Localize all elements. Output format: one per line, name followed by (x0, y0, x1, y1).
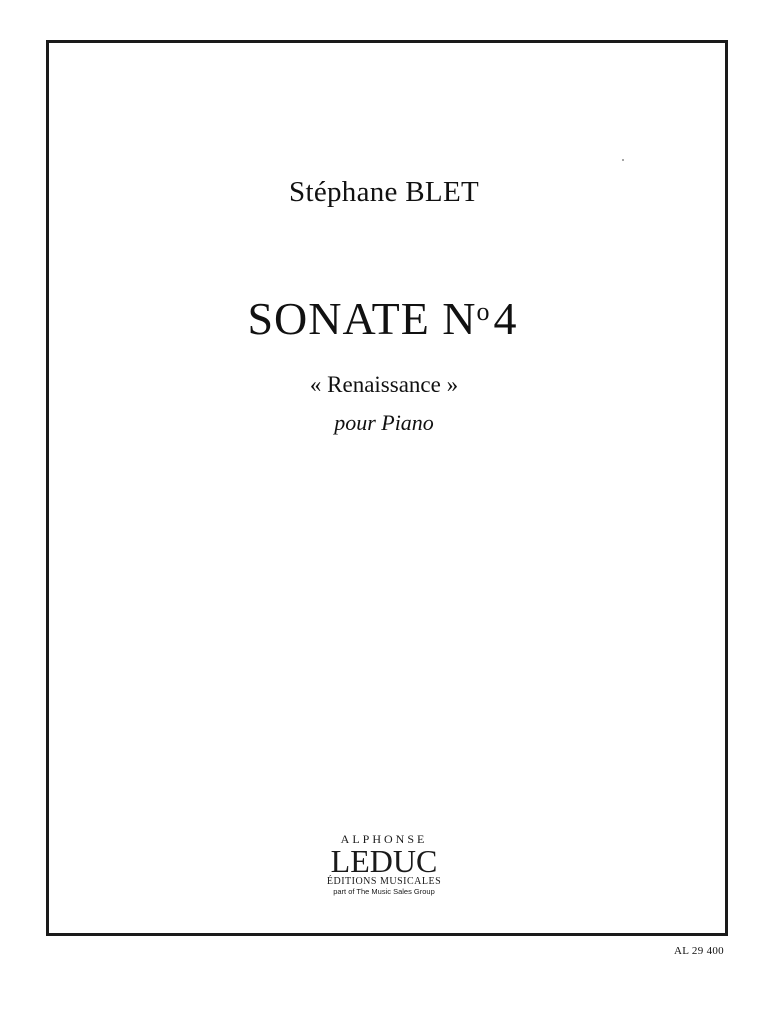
work-title-number: 4 (493, 293, 521, 344)
work-title-text: SONATE N (247, 293, 477, 344)
catalog-number: AL 29 400 (674, 945, 724, 957)
publisher-tagline: ÉDITIONS MUSICALES (326, 876, 442, 887)
instrumentation: pour Piano (334, 410, 434, 435)
scan-speck (622, 159, 624, 161)
composer-name: Stéphane BLET (289, 176, 479, 208)
page-border (46, 40, 728, 936)
publisher-logo (0, 832, 768, 897)
work-title (0, 293, 768, 344)
publisher-name: LEDUC (330, 843, 438, 879)
publisher-firstname: ALPHONSE (340, 832, 428, 846)
work-title-number-sign: o (476, 297, 490, 326)
work-subtitle: « Renaissance » (309, 372, 459, 397)
publisher-group: part of The Music Sales Group (333, 887, 435, 896)
